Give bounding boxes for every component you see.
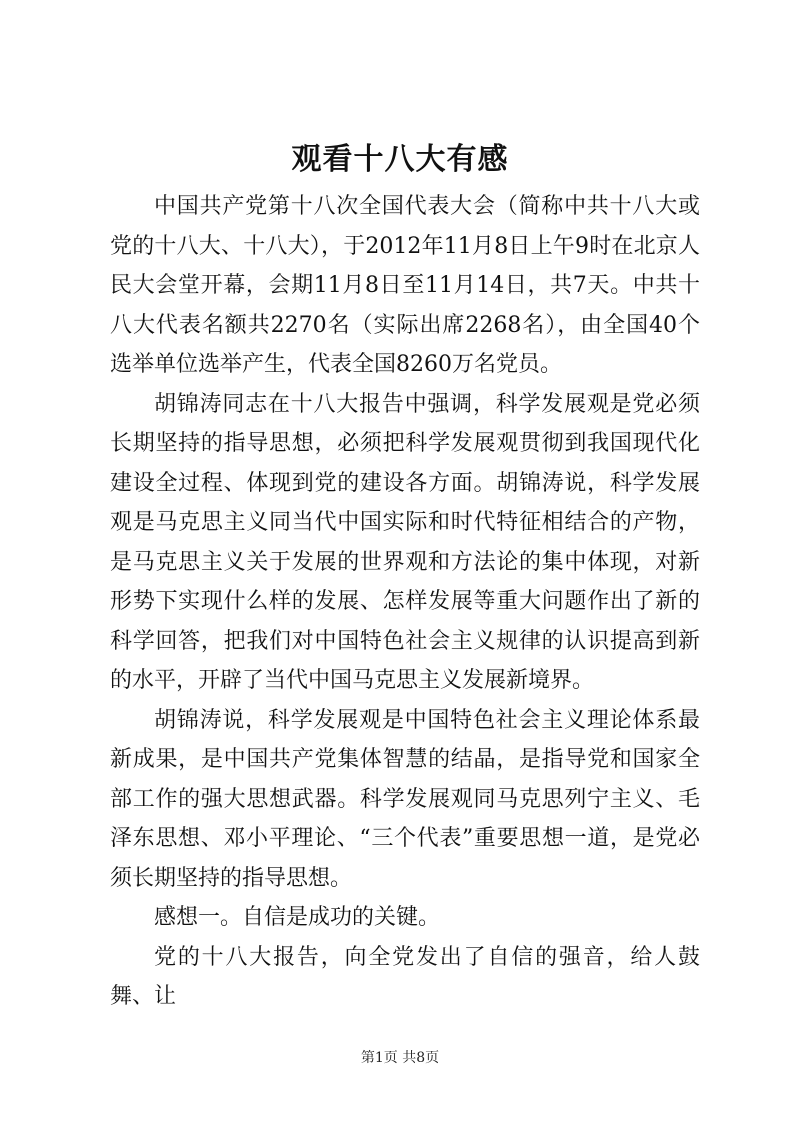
paragraph-1: 中国共产党第十八次全国代表大会（简称中共十八大或党的十八大、十八大），于2012年11月8日上午9时在北京人民大会堂开幕，会期11月8日至11月14日，共7天。中共十八大代表名额共2270名（实际出席2268名），由全国40个选举单位选举产生，代表全国8260万名党员。 (110, 194, 700, 377)
document-title: 观看十八大有感 (291, 142, 509, 177)
page-footer: 第1页 共8页 (360, 1050, 440, 1066)
paragraph-4: 感想一。自信是成功的关键。 (154, 905, 441, 930)
paragraph-5: 党的十八大报告，向全党发出了自信的强音，给人鼓舞、让 (110, 944, 700, 1009)
paragraph-3: 胡锦涛说，科学发展观是中国特色社会主义理论体系最新成果，是中国共产党集体智慧的结晶，是指导党和国家全部工作的强大思想武器。科学发展观同马克思列宁主义、毛泽东思想、邓小平理论、“三个代表”重要思想一道，是党必须长期坚持的指导思想。 (110, 707, 700, 891)
document-body (110, 187, 700, 1017)
paragraph-2: 胡锦涛同志在十八大报告中强调，科学发展观是党必须长期坚持的指导思想，必须把科学发展观贯彻到我国现代化建设全过程、体现到党的建设各方面。胡锦涛说，科学发展观是马克思主义同当代中国实际和时代特征相结合的产物，是马克思主义关于发展的世界观和方法论的集中体现，对新形势下实现什么样的发展、怎样发展等重大问题作出了新的科学回答，把我们对中国特色社会主义规律的认识提高到新的水平，开辟了当代中国马克思主义发展新境界。 (110, 391, 700, 693)
